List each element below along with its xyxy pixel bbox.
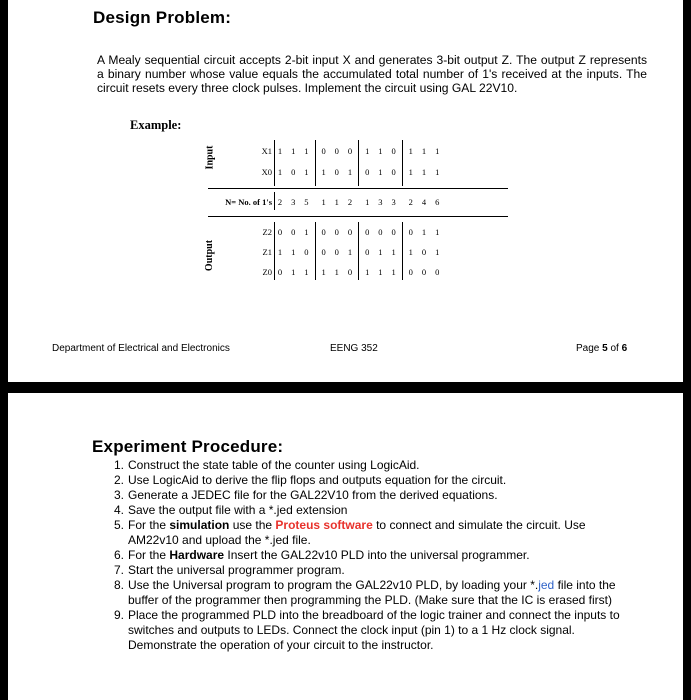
footer-page-current: 5: [602, 343, 608, 354]
table-cell: 0: [334, 146, 339, 156]
table-rule: [358, 140, 359, 186]
table-cell: 0: [391, 227, 396, 237]
table-cell: 0: [321, 247, 326, 257]
table-cell: 0: [435, 267, 440, 277]
table-cell: 1: [304, 227, 309, 237]
table-cell: 1: [365, 146, 370, 156]
table-cell: 3: [291, 197, 296, 207]
table-row-label: N= No. of 1's: [225, 197, 272, 207]
jed-highlight: jed: [538, 578, 555, 592]
step-text: Start the universal programmer program.: [128, 563, 345, 577]
table-cell: 1: [291, 267, 296, 277]
step-text: to connect and simulate the circuit. Use AM22v10 and upload the *.jed file.: [128, 518, 586, 547]
step-text: Place the programmed PLD into the breadboard of the logic trainer and connect the inputs to switches and outputs to LEDs. Connect the clock input (pin 1) to a 1 Hz clock signal. Demonstrate the operation of your circuit to the instructor.: [128, 608, 620, 652]
table-cell: 1: [334, 197, 339, 207]
table-rule: [402, 140, 403, 186]
step-emphasis: Hardware: [169, 548, 225, 562]
table-cell: 0: [378, 227, 383, 237]
example-label: Example:: [130, 118, 182, 132]
table-cell: 2: [277, 197, 283, 207]
table-row-label: Z0: [262, 267, 272, 277]
step-text: For the: [128, 518, 170, 532]
table-cell: 1: [291, 146, 296, 156]
table-rule: [315, 140, 316, 186]
step-number: 2.: [113, 473, 124, 487]
step-number: 9.: [113, 608, 124, 622]
step-number: 8.: [113, 578, 124, 592]
table-rule: [358, 222, 359, 280]
table-cell: 0: [391, 167, 396, 177]
table-rule: [274, 192, 275, 210]
table-cell: 1: [365, 197, 370, 207]
table-cell: 1: [435, 167, 440, 177]
table-row-label: Z2: [262, 227, 272, 237]
step-text: For the: [128, 548, 170, 562]
table-cell: 1: [304, 167, 309, 177]
table-cell: 0: [277, 227, 283, 237]
step-number: 7.: [113, 563, 124, 577]
table-cell: 0: [321, 227, 326, 237]
proteus-software-highlight: Proteus software: [275, 518, 373, 532]
table-cell: 1: [378, 167, 383, 177]
table-cell: 0: [365, 227, 370, 237]
step-emphasis: simulation: [169, 518, 230, 532]
table-rule: [274, 140, 275, 186]
table-cell: 1: [347, 167, 353, 177]
step-text: Use the Universal program to program the GAL22v10 PLD, by loading your *.: [128, 578, 539, 592]
procedure-step: [108, 608, 628, 653]
table-cell: 0: [365, 167, 370, 177]
table-cell: 6: [435, 197, 440, 207]
table-cell: 1: [421, 227, 427, 237]
step-text: Insert the GAL22v10 PLD into the universal programmer.: [224, 548, 530, 562]
step-number: 4.: [113, 503, 124, 517]
table-cell: 1: [435, 227, 440, 237]
table-cell: 1: [391, 267, 396, 277]
table-cell: 0: [334, 167, 339, 177]
procedure-step: [108, 548, 628, 563]
table-cell: 1: [277, 247, 283, 257]
table-cell: 1: [378, 267, 383, 277]
table-cell: 1: [321, 167, 326, 177]
footer-page-total: 6: [621, 343, 628, 354]
table-cell: 0: [421, 247, 427, 257]
procedure-step: [108, 578, 628, 608]
design-problem-title: Design Problem:: [93, 8, 232, 27]
step-text: file into the buffer of the programmer then programming the PLD. (Make sure that the IC is erased first): [128, 578, 616, 607]
table-cell: 1: [421, 167, 427, 177]
table-cell: 0: [391, 146, 396, 156]
table-cell: 1: [347, 247, 353, 257]
procedure-step: [108, 518, 628, 548]
step-number: 3.: [113, 488, 124, 502]
table-row-label: X1: [261, 146, 272, 156]
table-cell: 1: [408, 167, 413, 177]
table-cell: 1: [421, 146, 427, 156]
table-cell: 5: [304, 197, 309, 207]
table-rule: [315, 222, 316, 280]
procedure-step: [108, 488, 628, 503]
table-cell: 2: [408, 197, 413, 207]
table-cell: 0: [408, 227, 413, 237]
procedure-step: [108, 563, 628, 578]
footer-page-of: of: [607, 343, 622, 354]
input-group-label: Input: [204, 145, 216, 170]
table-cell: 1: [277, 167, 283, 177]
table-cell: 1: [304, 267, 309, 277]
table-cell: 0: [321, 146, 326, 156]
experiment-procedure-title: Experiment Procedure:: [92, 437, 284, 456]
procedure-list: [108, 458, 628, 653]
step-number: 6.: [113, 548, 124, 562]
step-text: Generate a JEDEC file for the GAL22V10 from the derived equations.: [128, 488, 498, 502]
bottom-page: [8, 393, 683, 700]
step-text: Use LogicAid to derive the flip flops and outputs equation for the circuit.: [128, 473, 507, 487]
table-rule: [402, 222, 403, 280]
truth-table: [8, 0, 683, 300]
table-cell: 0: [291, 167, 296, 177]
table-rule: [208, 216, 508, 217]
table-cell: 0: [421, 267, 427, 277]
table-row-label: Z1: [262, 247, 272, 257]
step-number: 1.: [113, 458, 124, 472]
footer-course: EENG 352: [330, 343, 378, 354]
table-cell: 0: [365, 247, 370, 257]
footer-page-prefix: Page: [576, 343, 603, 354]
table-cell: 1: [408, 247, 413, 257]
output-group-label: Output: [204, 239, 216, 272]
table-cell: 1: [291, 247, 296, 257]
table-cell: 0: [304, 247, 309, 257]
procedure-step: [108, 473, 628, 488]
table-cell: 1: [321, 267, 326, 277]
table-cell: 1: [435, 247, 440, 257]
table-cell: 0: [277, 267, 283, 277]
step-number: 5.: [113, 518, 124, 532]
table-cell: 1: [408, 146, 413, 156]
table-cell: 1: [321, 197, 326, 207]
table-cell: 0: [334, 227, 339, 237]
step-text: Construct the state table of the counter using LogicAid.: [128, 458, 420, 472]
table-cell: 1: [277, 146, 283, 156]
table-cell: 0: [334, 247, 339, 257]
table-rule: [208, 188, 508, 189]
table-cell: 1: [378, 146, 383, 156]
top-page: [8, 0, 683, 382]
table-cell: 4: [421, 197, 427, 207]
footer-page-number: [576, 343, 627, 354]
procedure-step: [108, 503, 628, 518]
table-cell: 1: [334, 267, 339, 277]
design-problem-paragraph: A Mealy sequential circuit accepts 2-bit input X and generates 3-bit output Z. The output Z represents a binary number whose value equals the accumulated total number of 1's received at the inputs. The circuit resets every three clock pulses. Implement the circuit using GAL 22V10.: [97, 53, 647, 95]
table-cell: 1: [365, 267, 370, 277]
table-rule: [274, 222, 275, 280]
procedure-step: [108, 458, 628, 473]
table-cell: 3: [391, 197, 396, 207]
step-text: use the: [229, 518, 276, 532]
table-cell: 1: [435, 146, 440, 156]
footer-department: Department of Electrical and Electronics: [52, 343, 230, 354]
table-cell: 1: [391, 247, 396, 257]
table-row-label: X0: [261, 167, 272, 177]
table-cell: 0: [408, 267, 413, 277]
table-cell: 0: [347, 227, 353, 237]
table-cell: 0: [347, 146, 353, 156]
table-cell: 3: [378, 197, 383, 207]
table-cell: 1: [378, 247, 383, 257]
table-cell: 2: [347, 197, 353, 207]
table-cell: 1: [304, 146, 309, 156]
table-cell: 0: [347, 267, 353, 277]
step-text: Save the output file with a *.jed extension: [128, 503, 348, 517]
table-cell: 0: [291, 227, 296, 237]
